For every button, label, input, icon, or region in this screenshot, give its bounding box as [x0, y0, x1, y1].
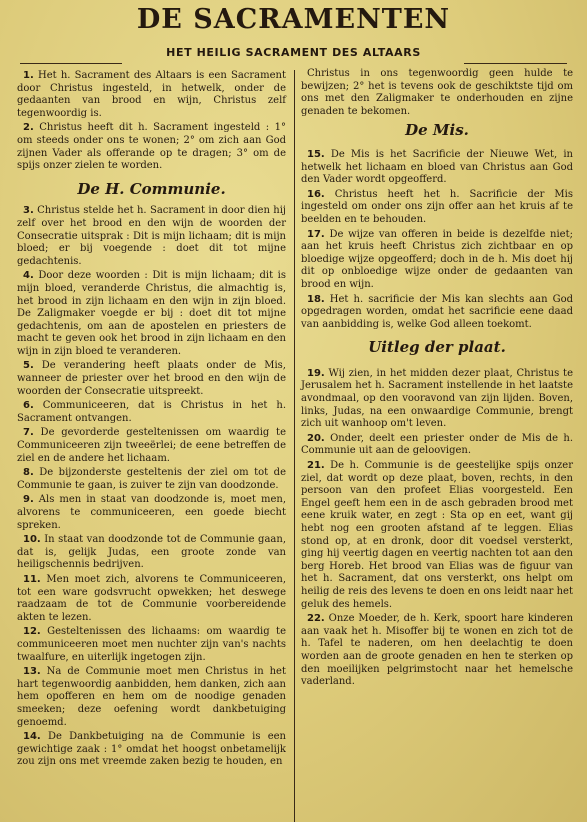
- paragraph-text: Christus stelde het h. Sacrament in door dien hij zelf over het brood en den wijn de woorden der Consecratie uitsprak : Dit is mijn lichaam; dit is mijn bloed; er bij voegende : doet dit tot mijne gedachtenis.: [17, 205, 286, 267]
- right-paragraphs-c: [301, 368, 573, 689]
- subtitle-rule-right: [464, 63, 567, 64]
- paragraph-number: 17.: [307, 228, 325, 240]
- paragraph-text: Door deze woorden : Dit is mijn lichaam; dit is mijn bloed, veranderde Christus, die almachtig is, het brood in zijn lichaam en den wijn in zijn bloed. De Zaligmaker voegde er bij : doet dit tot mijne gedachtenis, om aan de apostelen en priesters de macht te geven ook het brood in zijn lichaam en den wijn in zijn bloed te veranderen.: [17, 270, 286, 357]
- heading-uitleg: Uitleg der plaat.: [368, 338, 506, 357]
- paragraph-text: Men moet zich, alvorens te Communiceeren, tot een ware godsvrucht opwekken; het deswege raadzaam de tot de Communie voorbereidende akten te lezen.: [17, 573, 287, 623]
- paragraph-number: 11.: [23, 573, 41, 585]
- paragraph: [17, 205, 286, 268]
- paragraph-text: De Dankbetuiging na de Communie is een gewichtige zaak : 1° omdat het hoogst onbetamelijk zou zijn ons met vreemde zaken bezig te houden, en: [17, 731, 286, 768]
- paragraph-number: 13.: [23, 666, 41, 678]
- paragraph-number: 15.: [307, 148, 325, 160]
- paragraph-number: 5.: [23, 360, 34, 372]
- paragraph: [17, 467, 286, 492]
- paragraph: [17, 534, 286, 572]
- paragraph: [301, 294, 573, 332]
- paragraph: [301, 189, 573, 227]
- paragraph: [17, 427, 286, 465]
- paragraph: [17, 70, 286, 120]
- paragraph-number: 14.: [23, 731, 41, 743]
- paragraph-text: Christus heeft dit h. Sacrament ingesteld : 1° om steeds onder ons te wonen; 2° om zich aan God zijnen Vader als offerande op te dragen; 3° om de spijs onzer zielen te worden.: [17, 122, 286, 172]
- paragraph-number: 4.: [23, 270, 34, 282]
- paragraph-text: Na de Communie moet men Christus in het hart tegenwoordig aanbidden, hem danken, zich aan hem opofferen en hem om de noodige genaden smeeken; deze oefening wordt dankbetuiging genoemd.: [17, 666, 286, 728]
- paragraph-number: 20.: [307, 432, 325, 444]
- paragraph-text: De h. Communie is de geestelijke spijs onzer ziel, dat wordt op deze plaat, boven, rechts, in den persoon van den profeet Elias voorgesteld. Een Engel geeft hem een in de asch gebraden brood met eene kruik water, en zegt : Sta op en eet, want gij hebt nog een grooten afstand af te leggen. Elias stond op, at en dronk, door dit voedsel versterkt, ging hij veertig dagen en veertig nachten tot aan den berg Horeb. Het brood van Elias was de figuur van het h. Sacrament, dat ons versterkt, ons helpt om heilig de reis des levens te doen en ons leidt naar het geluk des hemels.: [301, 460, 574, 610]
- right-paragraphs-a: [301, 68, 573, 118]
- paragraph: [301, 68, 573, 118]
- paragraph-number: 2.: [23, 122, 34, 134]
- paragraph: [301, 433, 573, 458]
- paragraph-number: 16.: [307, 188, 325, 200]
- left-paragraphs-b: [17, 205, 286, 769]
- paragraph-text: De verandering heeft plaats onder de Mis, wanneer de priester over het brood en den wijn de woorden der Consecratie uitspreekt.: [17, 360, 286, 397]
- paragraph: [301, 368, 573, 431]
- left-paragraphs-a: [17, 70, 286, 173]
- left-column: [17, 70, 286, 771]
- paragraph-text: Christus in ons tegenwoordig geen hulde te bewijzen; 2° het is tevens ook de geschiktste tijd om ons met den Zaligmaker te onderhouden en zijne genaden te bekomen.: [301, 68, 573, 117]
- paragraph-text: Als men in staat van doodzonde is, moet men, alvorens te communiceeren, een goede biecht spreken.: [17, 494, 286, 531]
- paragraph-text: De bijzonderste gesteltenis der ziel om tot de Communie te gaan, is zuiver te zijn van doodzonde.: [17, 467, 286, 491]
- right-column: [301, 68, 573, 691]
- subtitle-rule-left: [20, 63, 122, 64]
- right-paragraphs-b: [301, 149, 573, 331]
- heading-mis: De Mis.: [405, 121, 469, 140]
- paragraph-text: De wijze van offeren in beide is dezelfde niet; aan het kruis heeft Christus zich zichtbaar en op bloedige wijze opgeofferd; doch in de h. Mis doet hij dit op onbloedige wijze onder de gedaanten van brood en wijn.: [301, 228, 573, 290]
- paragraph-number: 21.: [307, 460, 325, 472]
- paragraph-text: Christus heeft het h. Sacrificie der Mis ingesteld om onder ons zijn offer aan het kruis af te beelden en te behouden.: [301, 188, 573, 225]
- paragraph: [17, 731, 286, 769]
- paragraph-number: 8.: [23, 467, 34, 479]
- paragraph: [17, 574, 286, 624]
- paragraph: [17, 360, 286, 398]
- paragraph-number: 18.: [307, 293, 325, 305]
- paragraph-number: 19.: [307, 367, 325, 379]
- heading-communie: De H. Communie.: [77, 179, 226, 198]
- paragraph: [17, 400, 286, 425]
- paragraph-text: In staat van doodzonde tot de Communie gaan, dat is, gelijk Judas, een groote zonde van heiligschennis bedrijven.: [17, 534, 286, 571]
- paragraph: [17, 270, 286, 358]
- paragraph-text: Communiceeren, dat is Christus in het h. Sacrament ontvangen.: [17, 400, 286, 424]
- paragraph: [17, 666, 286, 729]
- paragraph-number: 22.: [307, 613, 325, 625]
- paragraph: [17, 494, 286, 532]
- paragraph: [301, 229, 573, 292]
- paragraph-number: 12.: [23, 626, 41, 638]
- page-subtitle: HET HEILIG SACRAMENT DES ALTAARS: [166, 46, 421, 59]
- paragraph-text: Gesteltenissen des lichaams: om waardig te communiceeren moet men nuchter zijn van's nachts twaalfure, en uiterlijk ingetogen zijn.: [17, 626, 286, 663]
- paragraph-text: Onder, deelt een priester onder de Mis de h. Communie uit aan de geloovigen.: [301, 432, 573, 457]
- paragraph-number: 6.: [23, 400, 34, 412]
- paragraph-number: 10.: [23, 534, 41, 546]
- column-divider: [294, 70, 295, 822]
- paragraph-text: Het h. Sacrament des Altaars is een Sacrament door Christus ingesteld, in hetwelk, onder de gedaanten van brood en wijn, Christus zelf tegenwoordig is.: [17, 70, 286, 119]
- paragraph-number: 1.: [23, 70, 34, 81]
- paragraph-text: Het h. sacrificie der Mis kan slechts aan God opgedragen worden, omdat het sacrificie eene daad van aanbidding is, welke God alleen toekomt.: [301, 293, 573, 330]
- paragraph-text: De gevorderde gesteltenissen om waardig te Communiceeren zijn tweeërlei; de eene betreffen de ziel en de andere het lichaam.: [17, 427, 286, 464]
- paragraph-text: Onze Moeder, de h. Kerk, spoort hare kinderen aan vaak het h. Misoffer bij te wonen en zich tot de h. Tafel te naderen, om hen deelachtig te doen worden aan de groote genaden en hen te sterken op den moeilijken pelgrimstocht naar het hemelsche vaderland.: [301, 613, 574, 688]
- page-title: DE SACRAMENTEN: [136, 4, 451, 35]
- paragraph: [17, 626, 286, 664]
- paragraph: [301, 460, 573, 611]
- paragraph: [17, 122, 286, 172]
- paragraph: [301, 149, 573, 187]
- paragraph-number: 9.: [23, 494, 34, 506]
- paragraph-number: 7.: [23, 427, 34, 439]
- paragraph-number: 3.: [23, 205, 34, 217]
- paragraph-text: De Mis is het Sacrificie der Nieuwe Wet, in hetwelk het lichaam en bloed van Christus aan God den Vader wordt opgeofferd.: [301, 148, 573, 186]
- paragraph: [301, 613, 573, 689]
- paragraph-text: Wij zien, in het midden dezer plaat, Christus te Jerusalem het h. Sacrament instellende in het laatste avondmaal, op den vooravond van zijn lijden. Boven, links, Judas, na een onwaardige Communie, brengt zich uit wanhoop om't leven.: [301, 367, 573, 430]
